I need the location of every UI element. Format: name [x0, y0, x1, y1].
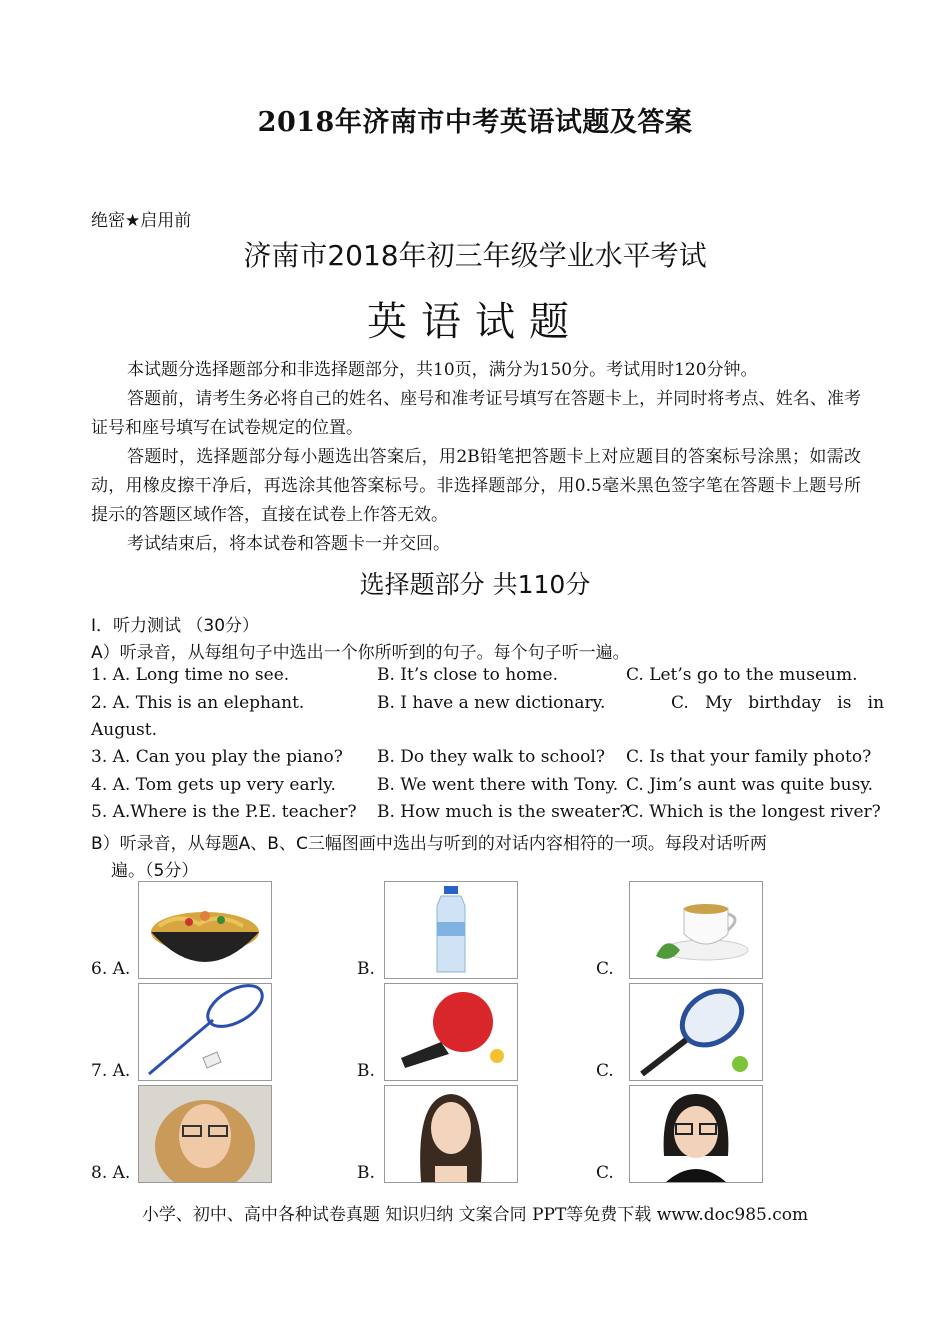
woman-long-hair-image — [384, 1085, 518, 1183]
q3-option-b: B. Do they walk to school? — [377, 747, 605, 767]
q4-option-b: B. We went there with Tony. — [377, 775, 619, 795]
q6-label-b: B. — [357, 959, 375, 979]
part-b-instruction-continued: 遍。（5分） — [111, 861, 199, 881]
water-bottle-image — [384, 881, 518, 979]
q2-option-b: B. I have a new dictionary. — [377, 693, 606, 713]
badminton-racket-image — [138, 983, 272, 1081]
q8-label-c: C. — [596, 1163, 614, 1183]
instruction-2: 答题前，请考生务必将自己的姓名、座号和准考证号填写在答题卡上，并同时将考点、姓名、准考证号和座号填写在试卷规定的位置。 — [91, 389, 861, 438]
instruction-4: 考试结束后，将本试卷和答题卡一并交回。 — [127, 534, 450, 554]
q2-option-c: C. My birthday is in — [671, 693, 885, 713]
instruction-3: 答题时，选择题部分每小题选出答案后，用2B铅笔把答题卡上对应题目的答案标号涂黑；如需改动，用橡皮擦干净后，再选涂其他答案标号。非选择题部分，用0.5毫米黑色签字笔在答题卡上题号所提示的答题区域作答，直接在试卷上作答无效。 — [91, 447, 861, 525]
q6-label-c: C. — [596, 959, 614, 979]
section-heading: 选择题部分 共110分 — [359, 570, 591, 599]
q2-option-c-continued: August. — [91, 720, 158, 740]
footer-text: 小学、初中、高中各种试卷真题 知识归纳 文案合同 PPT等免费下载 www.doc985.com — [141, 1205, 809, 1225]
subject-title: 英语试题 — [367, 299, 583, 345]
q7-label-a: 7. A. — [91, 1061, 131, 1081]
q3-option-c: C. Is that your family photo? — [626, 747, 872, 767]
woman-glasses-curly-hair-image — [138, 1085, 272, 1183]
q1-option-c: C. Let’s go to the museum. — [626, 665, 858, 685]
part-1-heading: I．听力测试 （30分） — [91, 616, 260, 636]
tea-cup-image — [629, 881, 763, 979]
instruction-1: 本试题分选择题部分和非选择题部分，共10页，满分为150分。考试用时120分钟。 — [127, 360, 758, 380]
q5-option-b: B. How much is the sweater? — [377, 802, 629, 822]
q2-option-a: 2. A. This is an elephant. — [91, 693, 305, 713]
document-title: 2018年济南市中考英语试题及答案 — [257, 107, 693, 138]
ping-pong-paddle-image — [384, 983, 518, 1081]
q1-option-b: B. It’s close to home. — [377, 665, 558, 685]
q5-option-a: 5. A.Where is the P.E. teacher? — [91, 802, 357, 822]
q4-option-c: C. Jim’s aunt was quite busy. — [626, 775, 874, 795]
q8-label-a: 8. A. — [91, 1163, 131, 1183]
q4-option-a: 4. A. Tom gets up very early. — [91, 775, 336, 795]
q8-label-b: B. — [357, 1163, 375, 1183]
q3-option-a: 3. A. Can you play the piano? — [91, 747, 343, 767]
noodles-image — [138, 881, 272, 979]
woman-short-hair-glasses-image — [629, 1085, 763, 1183]
confidential-label: 绝密★启用前 — [91, 211, 192, 231]
exam-name: 济南市2018年初三年级学业水平考试 — [243, 239, 707, 272]
part-a-instruction: A）听录音，从每组句子中选出一个你所听到的句子。每个句子听一遍。 — [91, 643, 630, 663]
q7-label-b: B. — [357, 1061, 375, 1081]
q7-label-c: C. — [596, 1061, 614, 1081]
q1-option-a: 1. A. Long time no see. — [91, 665, 290, 685]
tennis-racket-image — [629, 983, 763, 1081]
q6-label-a: 6. A. — [91, 959, 131, 979]
q5-option-c: C. Which is the longest river? — [626, 802, 881, 822]
part-b-instruction: B）听录音，从每题A、B、C三幅图画中选出与听到的对话内容相符的一项。每段对话听两 — [91, 834, 767, 854]
